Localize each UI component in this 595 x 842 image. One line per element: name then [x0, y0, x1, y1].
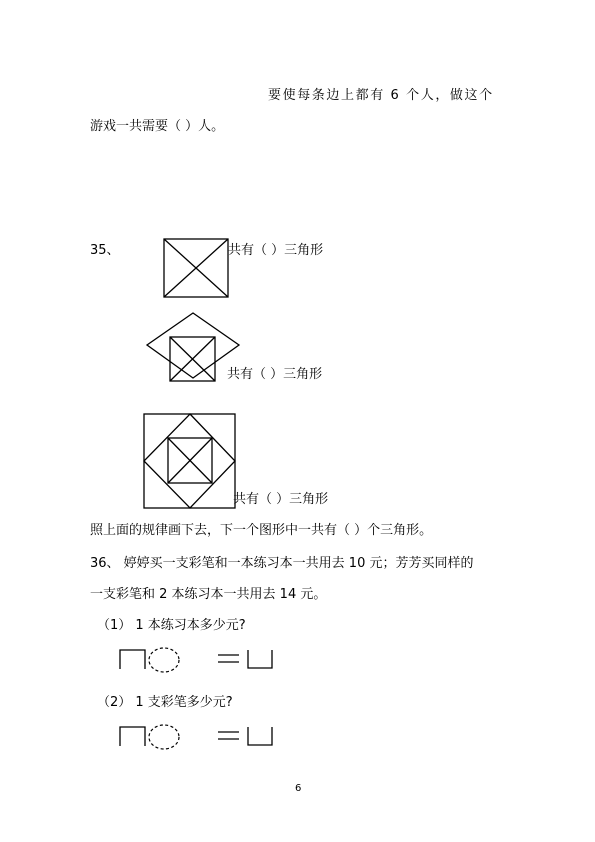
q34-line2: 游戏一共需要（ ）人。 — [90, 119, 225, 134]
eq1-box-right — [248, 650, 272, 668]
q36-sub2: （2） 1 支彩笔多少元? — [97, 695, 233, 710]
eq1-circle — [149, 648, 179, 672]
eq2-box-right — [248, 727, 272, 745]
q35-number: 35、 — [90, 243, 120, 258]
q36-line2: 一支彩笔和 2 本练习本一共用去 14 元。 — [90, 587, 327, 602]
figure-3-question: 共有（ ）三角形 — [233, 492, 329, 507]
figure-1-question: 共有（ ）三角形 — [228, 243, 324, 258]
equation-template-2 — [0, 0, 1, 1]
figure-2-diamond — [147, 313, 239, 378]
q35-rule-question: 照上面的规律画下去，下一个图形中一共有（ ）个三角形。 — [90, 523, 433, 538]
q34-line1: 要使每条边上都有 6 个人，做这个 — [268, 88, 494, 103]
eq2-box-left — [120, 727, 145, 746]
eq1-box-left — [120, 650, 145, 669]
q36-line1: 36、 婷婷买一支彩笔和一本练习本一共用去 10 元；芳芳买同样的 — [90, 556, 474, 571]
q36-sub1: （1） 1 本练习本多少元? — [97, 618, 246, 633]
page-number: 6 — [295, 783, 302, 794]
figure-2-question: 共有（ ）三角形 — [227, 367, 323, 382]
eq2-circle — [149, 725, 179, 749]
